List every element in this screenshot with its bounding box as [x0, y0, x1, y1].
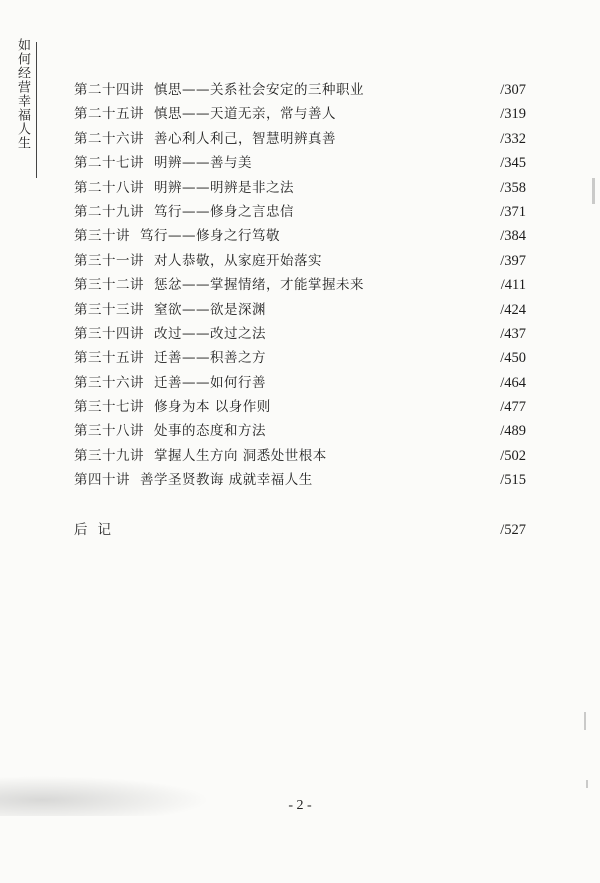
toc-entry[interactable]	[74, 78, 526, 102]
page-number: - 2 -	[288, 798, 312, 813]
toc-lecture-title: 处事的态度和方法	[154, 423, 266, 440]
toc-lecture-title: 惩忿——掌握情绪，才能掌握未来	[154, 277, 364, 294]
toc-lecture-title: 掌握人生方向 洞悉处世根本	[154, 447, 327, 464]
toc-page-number: /411	[500, 277, 526, 294]
toc-lecture-number: 第三十五讲	[74, 350, 144, 367]
toc-entry[interactable]	[74, 419, 526, 443]
toc-lecture-title: 改过——改过之法	[154, 325, 266, 342]
toc-page-number: /358	[500, 179, 526, 196]
toc-entry[interactable]	[74, 127, 526, 151]
toc-lecture-number: 第二十九讲	[74, 203, 144, 220]
toc-page-number: /345	[500, 155, 526, 172]
table-of-contents	[74, 78, 526, 493]
afterword-page-number: /527	[500, 522, 526, 538]
toc-page-number: /450	[500, 350, 526, 367]
toc-lecture-number: 第二十七讲	[74, 155, 144, 172]
afterword-label: 后记	[74, 522, 121, 538]
toc-lecture-number: 第四十讲	[74, 472, 130, 489]
toc-entry[interactable]	[74, 371, 526, 395]
toc-page-number: /307	[500, 82, 526, 98]
toc-lecture-number: 第三十二讲	[74, 277, 144, 294]
toc-lecture-number: 第三十八讲	[74, 423, 144, 440]
toc-entry[interactable]	[74, 298, 526, 322]
toc-lecture-title: 迁善——如何行善	[154, 374, 266, 391]
toc-entry[interactable]	[74, 468, 526, 492]
toc-lecture-number: 第三十九讲	[74, 447, 144, 464]
toc-lecture-number: 第三十一讲	[74, 252, 144, 269]
toc-lecture-title: 笃行——修身之行笃敬	[140, 228, 280, 245]
toc-lecture-title: 明辨——善与美	[154, 155, 252, 172]
toc-entry[interactable]	[74, 200, 526, 224]
toc-page-number: /515	[500, 472, 526, 489]
toc-entry[interactable]	[74, 102, 526, 126]
toc-lecture-number: 第三十七讲	[74, 399, 144, 416]
toc-entry[interactable]	[74, 395, 526, 419]
toc-lecture-title: 慎思——关系社会安定的三种职业	[154, 82, 364, 98]
toc-lecture-title: 迁善——积善之方	[154, 350, 266, 367]
toc-page-number: /464	[500, 374, 526, 391]
toc-lecture-number: 第二十四讲	[74, 82, 144, 98]
toc-entry[interactable]	[74, 444, 526, 468]
toc-lecture-title: 明辨——明辨是非之法	[154, 179, 294, 196]
toc-entry[interactable]	[74, 224, 526, 248]
toc-lecture-title: 慎思——天道无亲，常与善人	[154, 106, 336, 123]
toc-entry[interactable]	[74, 176, 526, 200]
toc-lecture-number: 第二十八讲	[74, 179, 144, 196]
toc-entry[interactable]	[74, 249, 526, 273]
toc-lecture-title: 对人恭敬，从家庭开始落实	[154, 252, 322, 269]
toc-entry[interactable]	[74, 346, 526, 370]
scan-speck	[586, 780, 588, 788]
toc-page-number: /384	[500, 228, 526, 245]
toc-lecture-number: 第二十五讲	[74, 106, 144, 123]
toc-lecture-title: 笃行——修身之言忠信	[154, 203, 294, 220]
toc-page-number: /371	[500, 203, 526, 220]
toc-lecture-number: 第二十六讲	[74, 130, 144, 147]
toc-page-number: /424	[500, 301, 526, 318]
toc-page-number: /437	[500, 325, 526, 342]
running-head-rule	[36, 42, 37, 178]
toc-lecture-number: 第三十三讲	[74, 301, 144, 318]
toc-page-number: /489	[500, 423, 526, 440]
toc-page-number: /502	[500, 447, 526, 464]
toc-page-number: /332	[500, 130, 526, 147]
toc-entry[interactable]	[74, 151, 526, 175]
scan-speck	[592, 178, 595, 204]
toc-entry[interactable]	[74, 322, 526, 346]
toc-page-number: /397	[500, 252, 526, 269]
toc-page-number: /319	[500, 106, 526, 123]
toc-lecture-number: 第三十六讲	[74, 374, 144, 391]
toc-entry[interactable]	[74, 273, 526, 297]
toc-page-number: /477	[500, 399, 526, 416]
running-head: 如何经营幸福人生	[15, 38, 30, 150]
toc-lecture-title: 善学圣贤教诲 成就幸福人生	[140, 472, 313, 489]
toc-lecture-title: 窒欲——欲是深渊	[154, 301, 266, 318]
toc-lecture-number: 第三十讲	[74, 228, 130, 245]
toc-lecture-title: 修身为本 以身作则	[154, 399, 271, 416]
toc-lecture-number: 第三十四讲	[74, 325, 144, 342]
scan-speck	[584, 712, 586, 730]
toc-lecture-title: 善心利人利己，智慧明辨真善	[154, 130, 336, 147]
toc-afterword-entry[interactable]	[74, 518, 526, 542]
